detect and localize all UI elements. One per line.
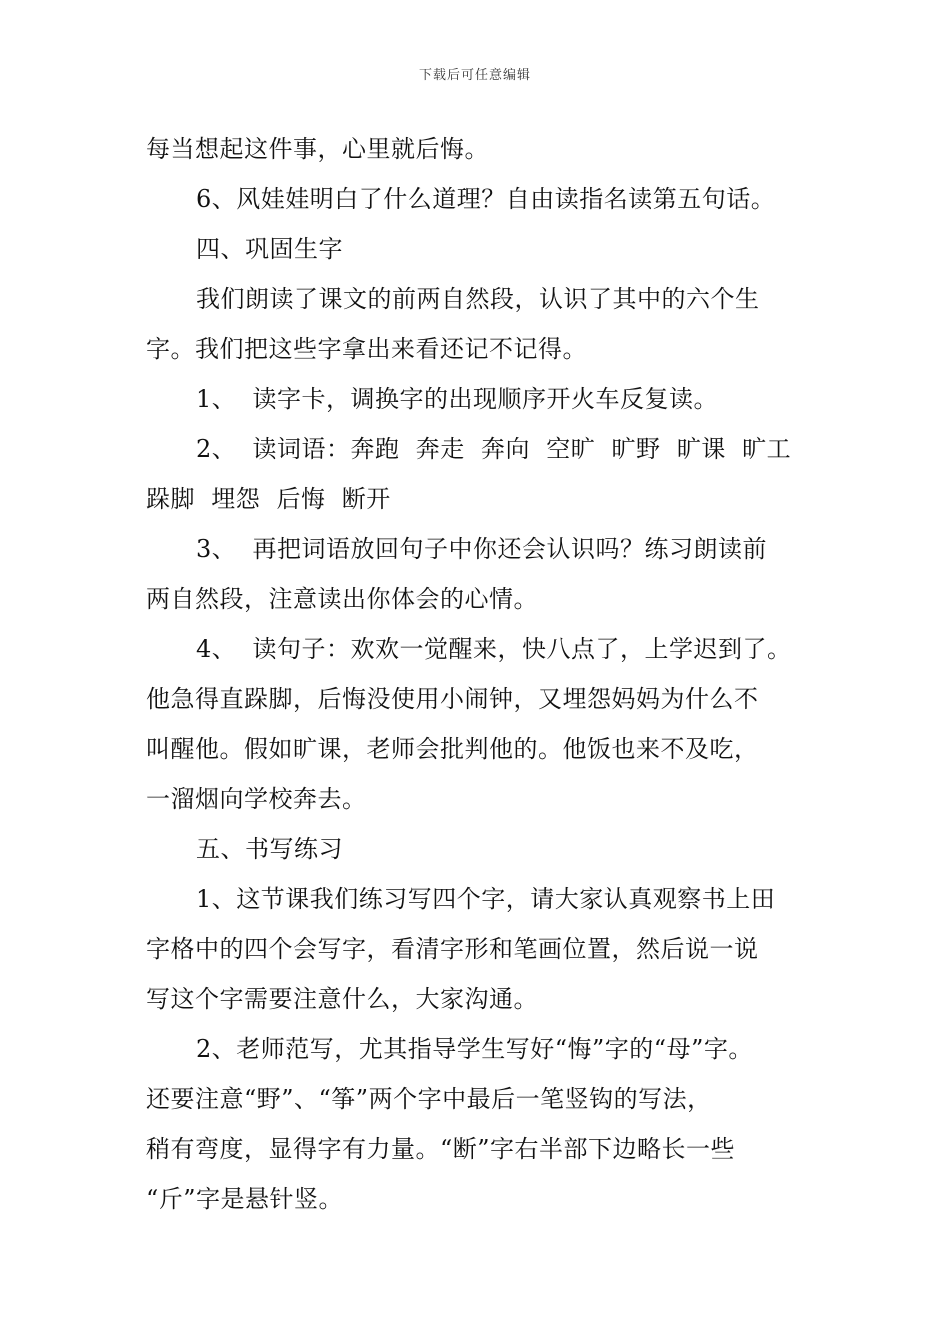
text-line: 2、 读词语：奔跑 奔走 奔向 空旷 旷野 旷课 旷工 [196, 435, 792, 463]
text-line: 每当想起这件事，心里就后悔。 [146, 135, 489, 163]
text-line: 4、 读句子：欢欢一觉醒来，快八点了，上学迟到了。 [196, 635, 792, 663]
text-line: 稍有弯度，显得字有力量。“断”字右半部下边略长一些 [146, 1135, 736, 1163]
text-line: 字格中的四个会写字，看清字形和笔画位置，然后说一说 [146, 935, 759, 963]
text-line: 我们朗读了课文的前两自然段，认识了其中的六个生 [196, 285, 760, 313]
text-line: 跺脚 埋怨 后悔 断开 [146, 485, 391, 513]
text-line: 6、风娃娃明白了什么道理？自由读指名读第五句话。 [196, 185, 776, 213]
text-line: 叫醒他。假如旷课，老师会批判他的。他饭也来不及吃， [146, 735, 759, 763]
text-line: 还要注意“野”、“筝”两个字中最后一笔竖钩的写法， [146, 1085, 712, 1113]
text-line: 1、 读字卡，调换字的出现顺序开火车反复读。 [196, 385, 719, 413]
text-line: 1、这节课我们练习写四个字，请大家认真观察书上田 [196, 885, 776, 913]
text-line: 2、老师范写，尤其指导学生写好“悔”字的“母”字。 [196, 1035, 753, 1063]
text-line: “斤”字是悬针竖。 [146, 1185, 344, 1213]
text-line: 两自然段，注意读出你体会的心情。 [146, 585, 538, 613]
text-line: 写这个字需要注意什么，大家沟通。 [146, 985, 538, 1013]
section-heading: 四、巩固生字 [196, 235, 343, 263]
text-line: 一溜烟向学校奔去。 [146, 785, 367, 813]
page-header: 下载后可任意编辑 [418, 68, 531, 83]
document-body [146, 124, 826, 1224]
text-line: 3、 再把词语放回句子中你还会认识吗？练习朗读前 [196, 535, 768, 563]
text-line: 他急得直跺脚，后悔没使用小闹钟，又埋怨妈妈为什么不 [146, 685, 759, 713]
text-line: 字。我们把这些字拿出来看还记不记得。 [146, 335, 587, 363]
section-heading: 五、书写练习 [196, 835, 343, 863]
